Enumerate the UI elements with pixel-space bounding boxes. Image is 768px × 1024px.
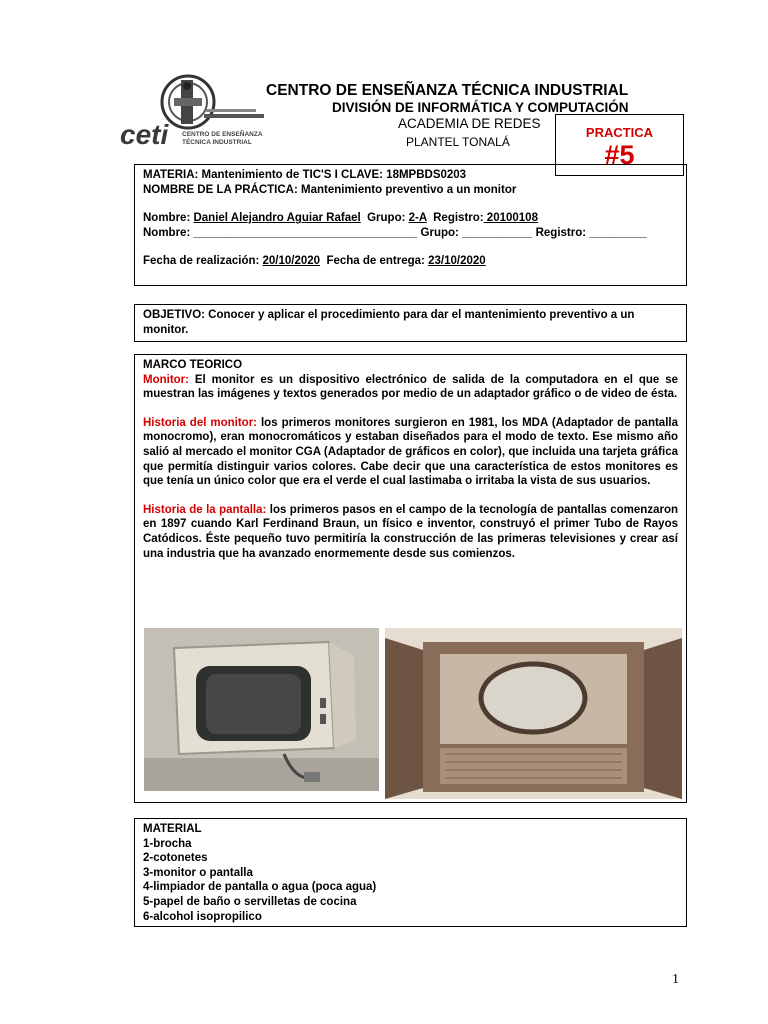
material-item: 5-papel de baño o servilletas de cocina	[143, 895, 357, 908]
material-item: 4-limpiador de pantalla o agua (poca agua)	[143, 881, 377, 894]
realization-date: 20/10/2020	[262, 255, 321, 268]
practice-name-line: NOMBRE DE LA PRÁCTICA: Mantenimiento preventivo a un monitor	[143, 183, 517, 196]
page-number: 1	[672, 972, 679, 987]
objective-text: OBJETIVO: Conocer y aplicar el procedimiento para dar el mantenimiento preventivo a un monitor.	[143, 309, 635, 336]
monitor-history-paragraph: Historia del monitor: los primeros monitores surgieron en 1981, los MDA (Adaptador de pantalla monocromo), eran monocromáticos y estaban diseñados para el modo de texto. Ese mismo año salió al mercado el monitor CGA (Adaptador de gráficos en color), que incluida una tarjeta gráfica que permitía distinguir varios colores. Cabe decir que una característica de estos monitores es que tenía un único color que era el verde el cual lastimaba o irritaba la vista de sus usuarios.	[143, 416, 678, 488]
campus-title: PLANTEL TONALÁ	[406, 135, 510, 149]
info-box	[134, 164, 687, 286]
monitor-history-label: Historia del monitor:	[143, 416, 258, 429]
academy-title: ACADEMIA DE REDES	[398, 116, 541, 131]
screen-history-label: Historia de la pantalla:	[143, 503, 267, 516]
practice-number: #5	[604, 140, 635, 170]
theory-title: MARCO TEORICO	[143, 359, 243, 371]
delivery-date: 23/10/2020	[428, 255, 486, 268]
student-group: 2-A	[408, 212, 427, 225]
student-registro: 20100108	[483, 212, 538, 225]
material-box	[134, 818, 687, 927]
vintage-television-image	[385, 628, 682, 799]
material-item: 3-monitor o pantalla	[143, 866, 253, 879]
blank-student-line: Nombre: ___________________________________ Grupo: ___________ Registro: _________	[143, 226, 647, 239]
materia-line: MATERIA: Mantenimiento de TIC'S I CLAVE: 18MPBDS0203	[143, 169, 467, 181]
material-item: 6-alcohol isopropilico	[143, 910, 262, 923]
division-title: DIVISIÓN DE INFORMÁTICA Y COMPUTACIÓN	[332, 100, 629, 115]
monitor-label: Monitor:	[143, 373, 189, 386]
old-crt-monitor-image	[144, 628, 379, 791]
logo-subtext-1: CENTRO DE ENSEÑANZA	[182, 131, 263, 138]
student-name: Daniel Alejandro Aguiar Rafael	[193, 212, 361, 225]
logo-subtext-2: TÉCNICA INDUSTRIAL	[182, 139, 252, 146]
student-line: Nombre: Daniel Alejandro Aguiar Rafael Grupo: 2-A Registro: 20100108	[143, 212, 538, 225]
dates-line: Fecha de realización: 20/10/2020 Fecha de entrega: 23/10/2020	[143, 255, 486, 268]
objective-box	[134, 304, 687, 342]
practice-label: PRACTICA	[585, 125, 654, 140]
material-item: 1-brocha	[143, 837, 192, 850]
material-item: 2-cotonetes	[143, 852, 208, 865]
material-title: MATERIAL	[143, 823, 202, 835]
screen-history-paragraph: Historia de la pantalla: los primeros pasos en el campo de la tecnología de pantallas comenzaron en 1897 cuando Karl Ferdinand Braun, un físico e inventor, construyó el primer Tubo de Rayos Catódicos. Éste pequeño tuvo permitiría la construcción de las primeras televisiones y crear así una industria que ha avanzado enormemente desde sus comienzos.	[143, 503, 678, 560]
monitor-paragraph: Monitor: El monitor es un dispositivo electrónico de salida de la computadora en el que se muestran las imágenes y textos generados por medio de un adaptador gráfico o de video de ésta.	[143, 373, 678, 401]
ceti-logo	[118, 72, 278, 158]
logo-text: ceti	[120, 119, 169, 150]
institution-title: CENTRO DE ENSEÑANZA TÉCNICA INDUSTRIAL	[266, 82, 629, 99]
